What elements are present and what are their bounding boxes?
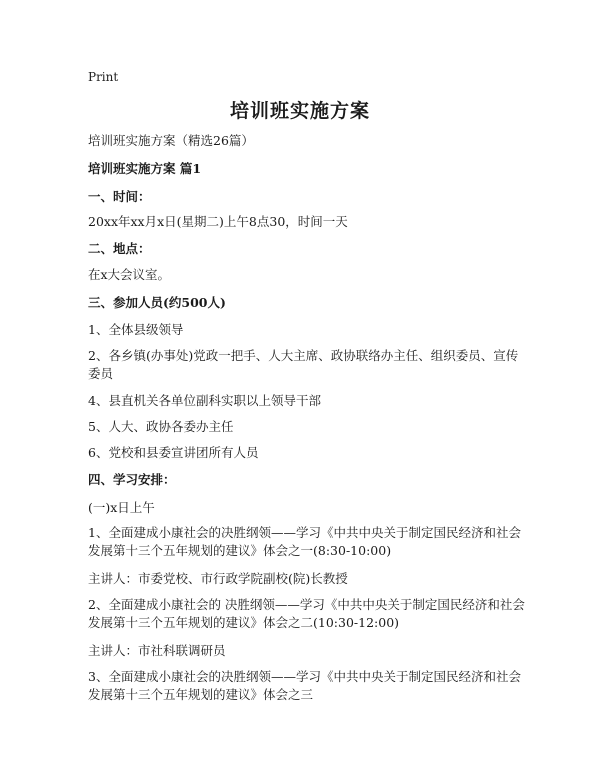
place-text: 在x大会议室。 — [88, 267, 171, 282]
attendee-item: 2、各乡镇(办事处)党政一把手、人大主席、政协联络办主任、组织委员、宣传委员 — [88, 348, 519, 381]
study-speaker: 主讲人：市委党校、市行政学院副校(院)长教授 — [88, 571, 348, 586]
document-title: 培训班实施方案 — [229, 100, 370, 122]
section-heading-attendees: 三、参加人员(约500人) — [88, 295, 226, 310]
study-item: 3、全面建成小康社会的决胜纲领——学习《中共中央关于制定国民经济和社会发展第十三个五年规划的建议》体会之三 — [88, 669, 521, 702]
time-text: 20xx年xx月x日(星期二)上午8点30，时间一天 — [88, 214, 348, 229]
attendee-item: 4、县直机关各单位副科实职以上领导干部 — [88, 393, 321, 408]
attendee-item: 1、全体县级领导 — [88, 322, 184, 337]
attendee-item: 5、人大、政协各委办主任 — [88, 419, 234, 434]
section-heading-place: 二、地点： — [88, 241, 151, 256]
document-subtitle: 培训班实施方案（精选26篇） — [88, 133, 254, 148]
section-heading-time: 一、时间： — [88, 189, 151, 204]
attendee-item: 6、党校和县委宣讲团所有人员 — [88, 445, 259, 460]
study-speaker: 主讲人：市社科联调研员 — [88, 643, 226, 658]
study-day: (一)x日上午 — [88, 500, 155, 515]
section-heading-study: 四、学习安排： — [88, 472, 176, 487]
study-item: 2、全面建成小康社会的 决胜纲领——学习《中共中央关于制定国民经济和社会发展第十三个五年规划的建议》体会之二(10:30-12:00) — [88, 597, 525, 630]
study-item: 1、全面建成小康社会的决胜纲领——学习《中共中央关于制定国民经济和社会发展第十三个五年规划的建议》体会之一(8:30-10:00) — [88, 525, 521, 558]
print-link[interactable]: Print — [88, 70, 119, 84]
article-heading: 培训班实施方案 篇1 — [88, 161, 202, 176]
